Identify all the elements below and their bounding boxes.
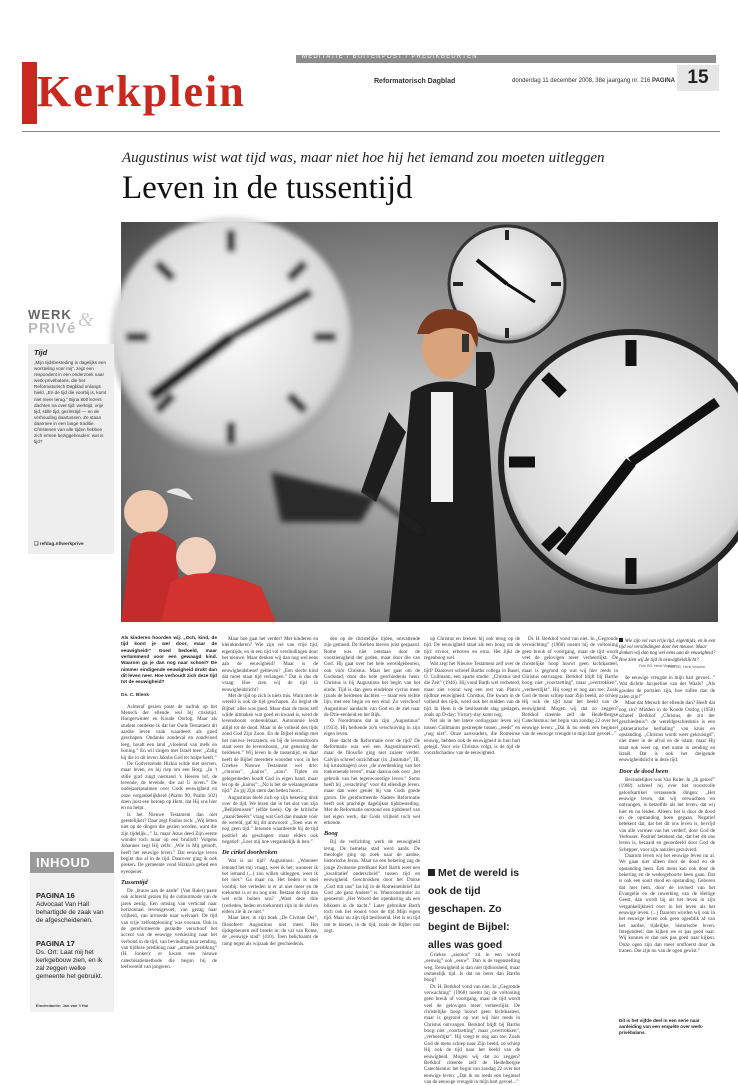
article-photo xyxy=(121,222,718,622)
werk-logo-amp: & xyxy=(78,309,94,331)
body-column-4 xyxy=(424,636,520,854)
paragraph: Daarom leven wij het eeuwige leven nu al. We gaan niet alleen door de dood en de opstanding heen. Een mens kan ook door de bekering en de wedergeboorte heen gaan. Dat is ook een soort dood en opstanding. Geboren dat met hem, door de invloed van het Evangelie en de inwerking van de Heilige Geest, dan wordt hij uit het leven in zijn vergankelijkheid over in het leven als het eeuwige leven. (...) Daarom worden wij ook in het eeuwige leven ook geen ogenblik af van het aardse, tijdelijke, historische leven. Integendeel: dan kijken we er pas goed naar. Wij kunnen er dan ook pas goed naar kijken. Onze ogen zijn dan meer omfloerst door de tranen. Die zijn nu van de ogen gewist.” xyxy=(619,852,715,955)
paragraph: Achteraf gezien paste de nadruk op het Mensch der ellende wel bij crisistijd. Hongerwinter en Koude Oorlog. Maar als student ontdekte ik dat het Oude Testament dit aardse leven vaak waardeert als goed geschapen. Ondanks zondeval en zondvloed leeg, houdt een land „vloeiend van melk en honing.” En wil zingen met Israël mee: „Zalig hij die in dit leven Jakobs God ter hulpe heeft.” xyxy=(121,703,217,761)
lead-quote-bullet xyxy=(619,638,623,642)
photo-credit: Foto RD, Henk Visscher xyxy=(668,665,706,669)
tijd-link[interactable]: ❏ refdag.nl/werkprive xyxy=(34,542,84,547)
paragraph: Wat is nu tijd? Augustinus: „Wanneer iemand het mij vraagt, weet ik het; wanneer ik het iemand (...) zou willen uitleggen, weet ik het niet.” Ga maar na. Het heden is snel voorbij: het verleden is er al niet meer en de toekomst is er nu nog niet. Bestaat de tijd dan wel echt buiten ons? „Want deze drie (verleden, heden en toekomst) zijn in de ziel en elders zie ik ze niet.” xyxy=(222,858,318,916)
paragraph: Augustinus hield zich op zijn bekering druk over de tijd. We lezen dat in het slot van zijn „Belijdenissen” (elfde boek). Op de kritische „manicheeërs” vraag wat God dan maakte vóór de wereld, gaf hij dit antwoord: „Toen was er nog geen tijd.” Intussen waardeerde hij de tijd positief als geschapen: maar elders ook negatief: „Leer mij hoe vergankelijk ik ben.” xyxy=(222,794,318,845)
body-column-3 xyxy=(324,636,420,1056)
dateline-text: donderdag 11 december 2008, 38e jaargang nr. 216 xyxy=(512,78,651,84)
paragraph: Bij de verlichting werk de eeuwigheid terug. De hemelse stad werd aards. De theologie ging op zoek naar de aardse, historische Jezus. Maar na een bekering zag de jonge Zwitserse predikant Karl Barth weer een „kwalitatief onderscheid” tussen tijd en eeuwigheid. Geschrokken door het Duitse „Gott mit uns” las hij in de Romeinenbrief dat God „de ganz Andere” is. Wantconstitutie: zo genoemd: „Het Woord der openbaring als een bliksem in de nacht.” Later gebruikte Barth toch ook het woord voor de tijd Mijn eigen tijd. Maar nu zijn tijd beslissend. Het is nu tijd om te kiezen, in de tijd, zoals de Bijbel ons zegt. xyxy=(324,839,420,935)
inhoud-box xyxy=(30,852,114,1012)
brand-bar xyxy=(22,62,37,124)
masthead-title: Kerkplein xyxy=(37,67,246,116)
tijd-link-text[interactable]: refdag.nl/werkprive xyxy=(39,542,84,547)
paragraph: O. Noordmans dat in zijn „Augustinus” (1933). Hij herkende zo'n verschuiving in zijn eigen leven. xyxy=(324,718,420,738)
lead-quote-text: Wie zijn vel van vrije tijd, eigentijds, en in een tijd vol verslindingen door het nieuwe. Maar denken wij dan nog wel eens aan de eeuwigheid? Hoe zien wij de tijd in eeuwigheidslicht? xyxy=(619,639,716,663)
paragraph: Met de tijd op zich is niets mis. Want met de wereld is ook de tijd geschapen. Zo begint de Bijbel: alles was goed. Maar daar de mens zelf wilde uitmaken wat goed en kwaad is, werd de levensboom onbereikbaar. Autonomie leidt altijd tot de dood. Maar in de volheid des tijds zond God Zijn Zoon. En de Bijbel eindigt met het nieuwe Jeruzalem, en bij de levensstroom staat weer de levensboom, „tot genezing der heidenen.” Wij leven in de tussentijd, en daar heeft de Bijbel meerdere woorden voor, in het Griekse Nieuwe Testament wel drie: „chronos”, „kairos”, „aion”. Tijden en gelegenheden houdt God in eigen hand, maar let op de „kairos”: „Nú is het de welaangename tijd.” Zo gij Zijn stem dan heden hoort... xyxy=(222,693,318,795)
subheading-boog: Boog xyxy=(324,830,338,838)
inhoud-text-2: Ds. Ort: Laat mij het kerkgebouw zien, en ik zal zeggen welke gemeente het gebruikt. xyxy=(36,949,103,980)
paragraph: Hoe dacht de Reformatie over de tijd? De Reformatie was wel een Augustinusreveil, maar de filosofie ging niet zozeer verder. Calvijn schreef onzichtbaar (in „Institutie”, III, bij kruisdragen) over „de overdenking van het toekomende leven”, maar daarna ook over „het gebruik van het tegenwoordige leven.” Soms heeft hij „verachting” voor dit ellendige leven, maar dan weer geniet hij van Gods goede gaven. De gereformeerde Nadere Reformatie heeft ook prachtige dagelijkse tijdsbesteding. Met de Reformatie ontstond een tijdsbesef van het eigen werk, dat Gods vrijheid toch wel erkende. xyxy=(324,737,420,826)
paper-logo: Reformatorisch Dagblad xyxy=(374,78,456,85)
paragraph: De Godvrezende Hizkia wilde niet sterven, maar leven, en hij riep om een Borg. „In 't stille graf zingt niemand 's Heeren lof, de levende, de levende, die zal U loven.” De oudejaarspsalmen over Gods eeuwigheid en onze vergankelijkheid (Psalm 90, Psalm 102) doen juist een beroep op Hem, dat Hij ons hier en nu helpt. xyxy=(121,760,217,812)
eindredactie: Eindredactie: Jan van 't Hul xyxy=(36,1003,89,1008)
tijd-heading: Tijd xyxy=(34,348,48,357)
subheading-cirkel: De cirkel doorbroken xyxy=(222,849,278,857)
footer-note: Dit is het vijfde deel in een serie naar aanleiding van een enquête over werk-privébalans. xyxy=(619,1018,704,1035)
paragraph: Maar later, in zijn boek „De Civitate Dei”, filosofeert Augustinus niet meer. Het tijdsgebeuren zelf breekt in: de val van Rome, de „eeuwige stad” (410). Toen belichaamt de ramp tegen als wijzaak der geschiedenis. xyxy=(222,915,318,947)
article-intro: Als kinderen hoorden wij: „Och, kind, de tijd komt je wel door, maar de eeuwigheid!” Goed bedoeld, maar verlammend voor een gewaagd kind. Waarom ga je dan nog naar school? De nimmer eindigende eeuwigheid drukt dan dit leven neer. Hoe verhoudt zich deze tijd tot de eeuwigheid? xyxy=(121,636,217,686)
body-column-6 xyxy=(619,675,715,1015)
photo-illustration xyxy=(121,222,718,622)
tijd-box xyxy=(28,344,114,554)
subheading-dood: Door de dood heen xyxy=(619,767,669,775)
article-subhead: Augustinus wist wat tijd was, maar niet hoe hij het iemand zou moeten uitleggen xyxy=(122,150,605,166)
werk-logo-top: WERK xyxy=(28,307,72,322)
body-column-5 xyxy=(424,952,520,1085)
dateline xyxy=(512,78,675,84)
paragraph: Net als in het latere oorlogsjaar leven wij tussen Cullmanns gestreepte tussen „reeds” en „nog niet”. Onze aartsvaders, die Romeinse eeuwig, hebben ook de eeuwigheid in hun hart gelegd. Voor wie Christus volgt, is de tijd de voorafschaduw van de eeuwigheid. xyxy=(424,718,520,757)
pull-quote-text: Met de wereld is ook de tijd geschapen. Zo begint de Bijbel: alles was goed xyxy=(428,867,520,951)
paragraph: Wat zegt het Nieuwe Testament zelf over de tijd? Daarover schreef Barths collega in Basel, O. Cullmann, een aparte studie: „Christus und die Zeit” (1946). Hij vond Barth wel verbeterd, maar ziet vooral weg een rest van Plato's tijdloze eeuwigheid. Christus, Die kwam in de volheid des tijds, werd ook het midden van de tijd. In Hem is de beslissende slag geslagen, zoals op D-day; Victory-day komt nog. xyxy=(424,661,520,719)
page-label: PAGINA xyxy=(652,78,675,84)
article-author: Ds. C. Blenk xyxy=(121,692,149,698)
paragraph: op Christus en breken hij ook terug op de tijd. De eeuwigheid staat als een boog om de tijd: ervoor, erboven en erna. Het lijkt de regenboog wel. xyxy=(424,636,520,662)
page-number: 15 xyxy=(677,65,719,91)
clock-right xyxy=(501,332,738,592)
inhoud-text-1: Advocaat Van Hall behartigde de zaak van de afgescheidenen. xyxy=(36,901,104,924)
section-strip-label: MEDITATIE / BUITENPOST / PREDIKBEURTEN xyxy=(302,54,478,60)
paragraph: Bevindelijker was Van Ruler. In „Ik geloof” (1968) schreef hij over het troostvolle geloofsartikel verassende dingen: „Het eeuwige leven, dat wij verwachten en ontvangen, is hetzelfde als het leven, dat wij hier en nu leiden. Alleen: het is door de dood en de opstanding heen gegaan. Negatief betekent dat, dat het dit ons leven is, bevrijd van alle vormen van het verderf, door God de Verlosser. Positief betekent dat, dat het dit ons leven is, bezaaid en geoordeeld door God de Schepper, voor zijn aanzien gezuiverd. xyxy=(619,776,715,853)
paragraph: Maar hoe gaat het verder? Met kinderen en kleinkinderen? Wie zijn vel van vrije tijd, eigentijds, en in een tijd vol verslindingen door het nieuwe. Maar denken wij dan nog wel eens aan de eeuwigheid? Maar is de eeuwigheidsbesef gebleven? „Een slecht kind dat moet maar tijd verlangen.” Dat is dus de vraag: Hoe zien wij de tijd in eeuwigheidslicht? xyxy=(222,636,318,693)
paragraph: Maar dat Mensch der ellende dan? Heeft dat nog zin? Midden in de Koude Oorlog (1958) schreef Berkhof „Christus, de zin der geschiedenis”: de wereldgeschiedenis is een „planetarische herhaling” van kruis en opstanding. „Christus wordt weer gekruisigd”, niet meer in de afval en de islam: maar Hij staat ook weer op, met name in zending en Israël. Dat is ook het dreigende eeuwigheidslicht in deze tijd. xyxy=(619,700,715,764)
paragraph: den op de christelijke tijden, omvattende zijn gemoed. De Kerken bleven juist gespaard. Rome was niet ontstaan door de voorzienigheid der goden, maar door die van God. Hij gaat over het hele wereldgebeuren, ook vóór Christus. Maar het gaat om de Godsstad, door die hele geschiedenis heen. Christus is bij Augustinus het begin van het einde. Tijd is dan geen eindeloze cyclus meer (zoals de heidenen dachten — maar een rechte lijn, met een begin en een eind. Zo verschoof Augustinus' aandacht van God en de ziel naar de Drie-eenheid en het Rijk. xyxy=(324,636,420,719)
paragraph: De „brauw aan de aarde” (Van Ruler) paste ook achteraf gezien bij de cultuurmode van de jaren zestig. Een omslag van verticaal naar horizontaal levensgevoel, van gezag naar vrijheid, van armoede naar welvaart. De tijd van vrije 'zelfontplooiing' was vooraan. Ook in de gereformeerde gezindte verschoof het accent van de eeuwige verkiezing naar het verbond in de tijd, van bevinding naar zending, van tijdloze prediking naar „actuele prediking” (H. Jonker): er kwam een nieuwe catechisatiemethode die begon bij de leefwereld van jongeren. xyxy=(121,888,217,971)
paragraph: Griekse „aionios” zit in een woord „eeuwig” ook „eeuw”. Dan is de tegenstelling weg. Eeuwigheid is dan niet tijdloosheid, maar onmetelijk tijd. Is dat nu beter dan Barths boog? xyxy=(424,952,520,984)
header-rule xyxy=(22,131,720,132)
paragraph: de eeuwige vreugde in mijn hart gevoel...” Wat dichtte Jacqueline van der Waals? „Als gouden de portalen zijn, hoe zullen dan de zalen zijn!” xyxy=(619,675,715,701)
inhoud-page-2: PAGINA 17 xyxy=(36,939,75,948)
body-column-5b xyxy=(522,636,618,1056)
paragraph: Dr. H. Berkhof vond van niet. In „Gegronde verwachting” (1968) noemt hij de voltooiing geen breuk of voortgang, maar de tijd wordt veel de gelovigen meer verheerlijkt. De christelijke hoop houwt geen kichtkasteel, maar is gegrond op wat wij hier reeds in Christus ontvangen. Berkhof blijft bij Barths boog: niet „voortzetting”, maar „overtrokken”, „verheerlijkt”. Hij voegt er nog aan toe: Zoals God de mens schiep naar Zijn beeld, zo schiep Hij ook de tijd naar het beeld van de eeuwigheid. Mogen wij dat zo zeggen? Berkhof citeerde zelf de Heidelbergse Catechismus: het begin van zondag 22 over het eeuwige leven: „Dat ik nu reeds een beginsel van de eeuwige vreugde in mijn hart gevoel...” xyxy=(522,636,618,738)
werk-logo-bottom: PRIVé xyxy=(28,320,77,337)
clock-left xyxy=(111,217,351,457)
tijd-text: „Mijn tijdsbesteding is dagelijks een worsteling voor mij”, zegt een respondent in een onderzoek naar werk-privébalans, die het Reformatorisch Dagblad onlangs hield. „En de tijd die voorbij is, komt niet meer terug.” Bijna 800 lezers dachten na over tijd: werktijd, vrije tijd, stille tijd, gezinstijd — en de verhouding daartussen. Ze staan daarmee in een lange traditie. Christenen van alle tijden hebben zich ermee beziggehouden: wat is tijd? xyxy=(34,360,107,445)
quote-bullet xyxy=(428,869,435,876)
body-column-2 xyxy=(222,636,318,1056)
section-strip xyxy=(296,55,716,63)
werk-prive-logo xyxy=(28,307,94,341)
article-headline: Leven in de tussentijd xyxy=(122,170,413,206)
body-column-1 xyxy=(121,636,217,1056)
paragraph: Is het Nieuwe Testament dan niet geestelijker? Daar zegt Paulus toch: „Wij letten niet op de dingen die gezien worden, want die zijn tijdelijk...” Ja, maar Jezus deed Zijn eerste wonder toch maar op een bruiloft! Volgens Johannes zegt Hij zelfs: „Wie in Mij gelooft, heeft het eeuwige leven.” Dat eeuwige leven begint dus al in de tijd. Daarover ging ik ook preken. De gemeente vond Hizkia's gebed een eyeopener. xyxy=(121,811,217,875)
inhoud-title: INHOUD xyxy=(36,855,91,870)
inhoud-page-1: PAGINA 16 xyxy=(36,891,75,900)
lead-quote xyxy=(619,638,717,670)
paragraph: Dr. H. Berkhof vond van niet. In „Gegronde verwachting” (1968) noemt hij de voltooiing geen breuk of voortgang, maar de tijd wordt veel de gelovigen meer verheerlijkt. De christelijke hoop houwt geen kichtkasteel, maar is gegrond op wat wij hier reeds in Christus ontvangen. Berkhof blijft bij Barths boog: niet „voortzetting”, maar „overtrokken”, „verheerlijkt”. Hij voegt er nog aan toe: Zoals God de mens schiep naar Zijn beeld, zo schiep Hij ook de tijd naar het beeld van de eeuwigheid. Mogen wij dat zo zeggen? Berkhof citeerde zelf de Heidelbergse Catechismus: het begin van zondag 22 over het eeuwige leven: „Dat ik nu reeds een beginsel van de eeuwige vreugde in mijn hart gevoel...” xyxy=(424,983,520,1085)
subheading-tussentijd: Tussentijd xyxy=(121,879,148,887)
pull-quote xyxy=(428,863,520,953)
lead-quote-credit: Foto RD, Henk Visscher xyxy=(639,663,677,668)
